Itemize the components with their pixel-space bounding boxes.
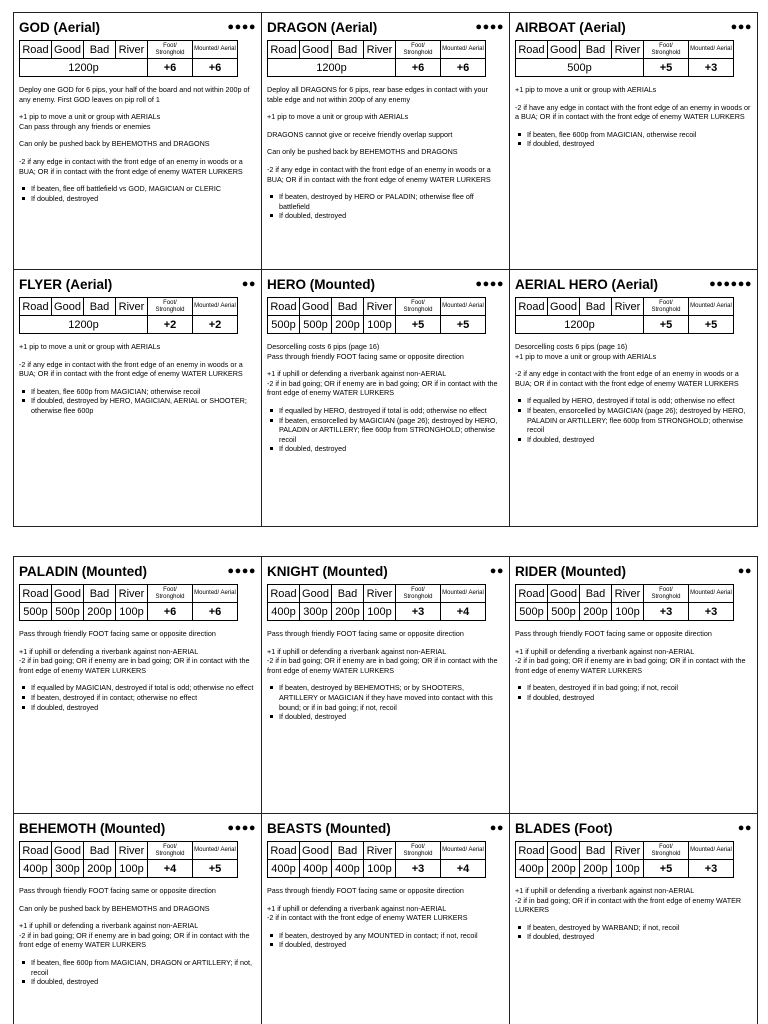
- rule-paragraph: +1 if uphill or defending a riverbank against non-AERIAL -2 if in bad going; OR if enemy are in bad going; OR if in contact with the front edge of enemy WATER LURKERS: [19, 646, 250, 675]
- move-bad: 200p: [84, 860, 116, 878]
- combat-vs-mounted: +3: [689, 603, 734, 621]
- outcome-list: [515, 396, 752, 444]
- mounted-aerial-header: Mounted/ Aerial: [689, 298, 734, 316]
- stats-value-row: [516, 59, 734, 77]
- movement-combat-table: [19, 584, 238, 621]
- outcome-bullet: If beaten, destroyed by WARBAND; if not, recoil: [527, 923, 752, 933]
- stats-value-row: [268, 316, 486, 334]
- move-bad: 200p: [84, 603, 116, 621]
- pip-cost-dots: ●●●●: [227, 822, 256, 834]
- combat-vs-foot: +3: [396, 860, 441, 878]
- move-road: 400p: [268, 603, 300, 621]
- foot-stronghold-header: Foot/ Stronghold: [396, 585, 441, 603]
- move-good: 500p: [52, 603, 84, 621]
- outcome-bullet: If doubled, destroyed: [527, 139, 752, 149]
- river-header: River: [612, 41, 644, 59]
- rule-paragraph: +1 if uphill or defending a riverbank against non-AERIAL -2 if in bad going; OR if in contact with the front edge of enemy WATER LURKERS: [515, 886, 742, 915]
- road-header: Road: [268, 298, 300, 316]
- card-rules-text: [515, 342, 752, 444]
- outcome-bullet: If doubled, destroyed: [31, 703, 256, 713]
- bad-header: Bad: [84, 298, 116, 316]
- mounted-aerial-header: Mounted/ Aerial: [441, 41, 486, 59]
- road-header: Road: [20, 842, 52, 860]
- card-rules-text: [267, 629, 504, 722]
- outcome-bullet: If doubled, destroyed: [279, 940, 504, 950]
- move-road: 400p: [20, 860, 52, 878]
- outcome-bullet: If doubled, destroyed: [31, 977, 256, 987]
- movement-combat-table: [267, 40, 486, 77]
- combat-vs-mounted: +6: [193, 603, 238, 621]
- foot-stronghold-header: Foot/ Stronghold: [644, 842, 689, 860]
- rule-paragraph: +1 if uphill or defending a riverbank against non-AERIAL -2 if in contact with the front edge of enemy WATER LURKERS: [267, 903, 468, 923]
- stats-header-row: [20, 585, 238, 603]
- stats-header-row: [20, 41, 238, 59]
- outcome-bullet: If equalled by HERO, destroyed if total is odd; otherwise no effect: [527, 396, 752, 406]
- rule-paragraph: -2 if any edge in contact with the front edge of an enemy in woods or a BUA; OR if in contact with the front edge of enemy WATER LURKERS: [515, 369, 739, 388]
- good-header: Good: [52, 41, 84, 59]
- good-header: Good: [300, 585, 332, 603]
- mounted-aerial-header: Mounted/ Aerial: [193, 298, 238, 316]
- good-header: Good: [300, 41, 332, 59]
- river-header: River: [364, 585, 396, 603]
- good-header: Good: [52, 842, 84, 860]
- foot-stronghold-header: Foot/ Stronghold: [644, 585, 689, 603]
- rule-paragraph: +1 pip to move a unit or group with AERIALs: [19, 342, 161, 351]
- move-bad: 200p: [580, 603, 612, 621]
- mounted-aerial-header: Mounted/ Aerial: [193, 41, 238, 59]
- pip-cost-dots: ●●: [737, 822, 752, 834]
- outcome-bullet: If doubled, destroyed: [279, 444, 504, 454]
- combat-vs-foot: +3: [644, 603, 689, 621]
- move-road: 400p: [516, 860, 548, 878]
- rule-paragraph: Pass through friendly FOOT facing same or opposite direction: [267, 629, 464, 638]
- rule-paragraph: +1 if uphill or defending a riverbank against non-AERIAL -2 if in bad going; OR if enemy are in bad going; OR if in contact with the front edge of enemy WATER LURKERS: [515, 646, 746, 675]
- stats-value-row: [268, 860, 486, 878]
- bad-header: Bad: [580, 585, 612, 603]
- move-good: 300p: [300, 603, 332, 621]
- card-header: [19, 560, 256, 582]
- combat-vs-foot: +5: [396, 316, 441, 334]
- outcome-bullet: If beaten, destroyed if in bad going; if not, recoil: [527, 683, 752, 693]
- stats-header-row: [516, 41, 734, 59]
- outcome-bullet: If beaten, flee off battlefield vs GOD, MAGICIAN or CLERIC: [31, 184, 256, 194]
- unit-card: [510, 814, 758, 1024]
- outcome-bullet: If beaten, destroyed by any MOUNTED in contact; if not, recoil: [279, 931, 504, 941]
- road-header: Road: [20, 41, 52, 59]
- card-header: [267, 817, 504, 839]
- move-bad: 200p: [332, 316, 364, 334]
- good-header: Good: [548, 585, 580, 603]
- movement-combat-table: [267, 841, 486, 878]
- unit-title: RIDER (Mounted): [515, 563, 626, 579]
- stats-header-row: [516, 298, 734, 316]
- river-header: River: [116, 585, 148, 603]
- move-river: 100p: [364, 603, 396, 621]
- outcome-list: [19, 184, 256, 203]
- card-rules-text: [19, 629, 256, 712]
- outcome-bullet: If beaten, ensorcelled by MAGICIAN (page 26); destroyed by HERO, PALADIN or ARTILLERY; flee 600p from STRONGHOLD; otherwise recoil: [527, 406, 752, 435]
- unit-title: FLYER (Aerial): [19, 276, 113, 292]
- move-distance-all: 1200p: [268, 59, 396, 77]
- move-bad: 200p: [580, 860, 612, 878]
- stats-header-row: [268, 298, 486, 316]
- mounted-aerial-header: Mounted/ Aerial: [193, 585, 238, 603]
- stats-value-row: [20, 59, 238, 77]
- outcome-bullet: If doubled, destroyed: [527, 932, 752, 942]
- outcome-bullet: If beaten, ensorcelled by MAGICIAN (page 26); destroyed by HERO, PALADIN or ARTILLERY; flee 600p from STRONGHOLD; otherwise recoil: [279, 416, 504, 445]
- combat-vs-mounted: +5: [441, 316, 486, 334]
- good-header: Good: [548, 842, 580, 860]
- stats-value-row: [20, 603, 238, 621]
- rule-paragraph: -2 if any edge in contact with the front edge of an enemy in woods or a BUA; OR if in contact with the front edge of enemy WATER LURKERS: [267, 164, 491, 184]
- pip-cost-dots: ●●: [489, 822, 504, 834]
- combat-vs-foot: +2: [148, 316, 193, 334]
- unit-card: [14, 13, 262, 270]
- card-header: [19, 817, 256, 839]
- bad-header: Bad: [332, 298, 364, 316]
- good-header: Good: [548, 41, 580, 59]
- road-header: Road: [268, 842, 300, 860]
- stats-value-row: [516, 860, 734, 878]
- card-rules-text: [515, 629, 752, 703]
- move-good: 300p: [52, 860, 84, 878]
- good-header: Good: [300, 298, 332, 316]
- foot-stronghold-header: Foot/ Stronghold: [396, 842, 441, 860]
- combat-vs-mounted: +4: [441, 603, 486, 621]
- card-header: [267, 560, 504, 582]
- combat-vs-foot: +6: [396, 59, 441, 77]
- combat-vs-foot: +6: [148, 603, 193, 621]
- pip-cost-dots: ●●●●: [475, 21, 504, 33]
- pip-cost-dots: ●●●●: [227, 565, 256, 577]
- unit-title: BLADES (Foot): [515, 820, 613, 836]
- stats-header-row: [268, 41, 486, 59]
- combat-vs-foot: +5: [644, 59, 689, 77]
- stats-value-row: [20, 860, 238, 878]
- stats-header-row: [20, 298, 238, 316]
- outcome-list: [515, 683, 752, 702]
- rule-paragraph: Pass through friendly FOOT facing same or opposite direction: [515, 629, 712, 638]
- stats-value-row: [516, 316, 734, 334]
- unit-title: HERO (Mounted): [267, 276, 375, 292]
- mounted-aerial-header: Mounted/ Aerial: [193, 842, 238, 860]
- unit-title: AERIAL HERO (Aerial): [515, 276, 659, 292]
- road-header: Road: [516, 298, 548, 316]
- outcome-bullet: If beaten, flee 600p from MAGICIAN; otherwise recoil: [31, 387, 256, 397]
- rule-paragraph: +1 pip to move a unit or group with AERIALs: [515, 85, 657, 94]
- unit-title: DRAGON (Aerial): [267, 19, 378, 35]
- mounted-aerial-header: Mounted/ Aerial: [689, 41, 734, 59]
- combat-vs-mounted: +6: [441, 59, 486, 77]
- foot-stronghold-header: Foot/ Stronghold: [396, 298, 441, 316]
- move-distance-all: 500p: [516, 59, 644, 77]
- combat-vs-foot: +5: [644, 316, 689, 334]
- rule-paragraph: Deploy all DRAGONS for 6 pips, rear base edges in contact with your table edge and not within 200p of any enemy: [267, 85, 488, 104]
- stats-header-row: [516, 585, 734, 603]
- pip-cost-dots: ●●●: [730, 21, 752, 33]
- unit-card: [262, 814, 510, 1024]
- rule-paragraph: Pass through friendly FOOT facing same or opposite direction: [19, 886, 216, 895]
- outcome-bullet: If beaten, flee 600p from MAGICIAN, DRAGON or ARTILLERY; if not, recoil: [31, 958, 256, 977]
- bad-header: Bad: [84, 842, 116, 860]
- unit-card: [510, 557, 758, 814]
- unit-title: BEHEMOTH (Mounted): [19, 820, 166, 836]
- outcome-bullet: If beaten, destroyed by BEHEMOTHS; or by SHOOTERS, ARTILLERY or MAGICIAN if they have moved into contact with this bound; or if in bad going; if not, recoil: [279, 683, 504, 712]
- rule-paragraph: +1 pip to move a unit or group with AERIALs Can pass through any friends or enemies: [19, 112, 161, 131]
- move-river: 100p: [364, 316, 396, 334]
- good-header: Good: [300, 842, 332, 860]
- movement-combat-table: [515, 297, 734, 334]
- card-header: [515, 273, 752, 295]
- outcome-bullet: If beaten, flee 600p from MAGICIAN, otherwise recoil: [527, 130, 752, 140]
- outcome-list: [515, 130, 752, 149]
- road-header: Road: [20, 298, 52, 316]
- outcome-list: [19, 683, 256, 712]
- card-sheet-bottom: [13, 556, 758, 1024]
- stats-value-row: [268, 59, 486, 77]
- move-road: 400p: [268, 860, 300, 878]
- rule-paragraph: -2 if have any edge in contact with the front edge of an enemy in woods or a BUA; OR if in contact with the front edge of enemy WATER LURKERS: [515, 102, 751, 122]
- unit-card: [14, 814, 262, 1024]
- good-header: Good: [52, 298, 84, 316]
- pip-cost-dots: ●●: [737, 565, 752, 577]
- stats-value-row: [20, 316, 238, 334]
- foot-stronghold-header: Foot/ Stronghold: [644, 41, 689, 59]
- unit-card: [14, 270, 262, 527]
- foot-stronghold-header: Foot/ Stronghold: [148, 842, 193, 860]
- rule-paragraph: Can only be pushed back by BEHEMOTHS and DRAGONS: [267, 147, 458, 157]
- card-header: [515, 560, 752, 582]
- good-header: Good: [548, 298, 580, 316]
- move-road: 500p: [268, 316, 300, 334]
- pip-cost-dots: ●●●●●●: [709, 278, 752, 290]
- move-good: 200p: [548, 860, 580, 878]
- unit-title: KNIGHT (Mounted): [267, 563, 388, 579]
- rule-paragraph: Can only be pushed back by BEHEMOTHS and DRAGONS: [19, 903, 210, 913]
- bad-header: Bad: [580, 298, 612, 316]
- card-rules-text: [515, 886, 752, 942]
- stats-value-row: [516, 603, 734, 621]
- rule-paragraph: DRAGONS cannot give or receive friendly overlap support: [267, 129, 453, 139]
- stats-header-row: [268, 585, 486, 603]
- movement-combat-table: [19, 841, 238, 878]
- outcome-list: [515, 923, 752, 942]
- combat-vs-mounted: +6: [193, 59, 238, 77]
- unit-title: AIRBOAT (Aerial): [515, 19, 626, 35]
- bad-header: Bad: [84, 41, 116, 59]
- pip-cost-dots: ●●: [241, 278, 256, 290]
- stats-header-row: [20, 842, 238, 860]
- move-good: 500p: [548, 603, 580, 621]
- unit-card: [510, 13, 758, 270]
- move-good: 500p: [300, 316, 332, 334]
- outcome-list: [267, 683, 504, 721]
- card-rules-text: [267, 85, 504, 221]
- combat-vs-foot: +5: [644, 860, 689, 878]
- move-river: 100p: [116, 603, 148, 621]
- move-bad: 400p: [332, 860, 364, 878]
- move-distance-all: 1200p: [20, 316, 148, 334]
- outcome-list: [19, 387, 256, 416]
- move-road: 500p: [20, 603, 52, 621]
- card-header: [515, 817, 752, 839]
- bad-header: Bad: [332, 41, 364, 59]
- move-river: 100p: [612, 603, 644, 621]
- combat-vs-foot: +4: [148, 860, 193, 878]
- card-rules-text: [267, 886, 504, 950]
- move-road: 500p: [516, 603, 548, 621]
- outcome-list: [267, 192, 504, 221]
- rule-paragraph: Can only be pushed back by BEHEMOTHS and DRAGONS: [19, 139, 210, 149]
- outcome-bullet: If doubled, destroyed: [279, 211, 504, 221]
- river-header: River: [612, 842, 644, 860]
- unit-title: GOD (Aerial): [19, 19, 101, 35]
- foot-stronghold-header: Foot/ Stronghold: [148, 298, 193, 316]
- combat-vs-mounted: +4: [441, 860, 486, 878]
- card-header: [267, 16, 504, 38]
- move-good: 400p: [300, 860, 332, 878]
- river-header: River: [364, 298, 396, 316]
- outcome-bullet: If doubled, destroyed: [527, 693, 752, 703]
- outcome-bullet: If equalled by HERO, destroyed if total is odd; otherwise no effect: [279, 406, 504, 416]
- card-header: [267, 273, 504, 295]
- move-distance-all: 1200p: [516, 316, 644, 334]
- road-header: Road: [268, 585, 300, 603]
- foot-stronghold-header: Foot/ Stronghold: [148, 41, 193, 59]
- pip-cost-dots: ●●●●: [475, 278, 504, 290]
- stats-value-row: [268, 603, 486, 621]
- outcome-list: [267, 406, 504, 454]
- mounted-aerial-header: Mounted/ Aerial: [441, 298, 486, 316]
- movement-combat-table: [19, 40, 238, 77]
- outcome-bullet: If doubled, destroyed: [527, 435, 752, 445]
- mounted-aerial-header: Mounted/ Aerial: [689, 585, 734, 603]
- bad-header: Bad: [332, 585, 364, 603]
- rule-paragraph: +1 if uphill or defending a riverbank against non-AERIAL -2 if in bad going; OR if enemy are in bad going; OR if in contact with the front edge of enemy WATER LURKERS: [267, 646, 498, 675]
- rule-paragraph: Desorcelling costs 6 pips (page 16) +1 pip to move a unit or group with AERIALs: [515, 342, 657, 361]
- outcome-bullet: If equalled by MAGICIAN, destroyed if total is odd; otherwise no effect: [31, 683, 256, 693]
- rule-paragraph: Pass through friendly FOOT facing same or opposite direction: [19, 629, 216, 638]
- river-header: River: [364, 842, 396, 860]
- card-rules-text: [19, 342, 256, 416]
- combat-vs-mounted: +2: [193, 316, 238, 334]
- outcome-bullet: If beaten, destroyed if in contact; otherwise no effect: [31, 693, 256, 703]
- pip-cost-dots: ●●●●: [227, 21, 256, 33]
- unit-card: [14, 557, 262, 814]
- rule-paragraph: +1 if uphill or defending a riverbank against non-AERIAL -2 if in bad going; OR if enemy are in bad going; OR if in contact with the front edge of enemy WATER LURKERS: [267, 369, 498, 398]
- unit-title: BEASTS (Mounted): [267, 820, 391, 836]
- outcome-bullet: If doubled, destroyed: [31, 194, 256, 204]
- outcome-bullet: If doubled, destroyed: [279, 712, 504, 722]
- bad-header: Bad: [84, 585, 116, 603]
- card-rules-text: [515, 85, 752, 149]
- unit-title: PALADIN (Mounted): [19, 563, 147, 579]
- river-header: River: [116, 41, 148, 59]
- bad-header: Bad: [580, 842, 612, 860]
- combat-vs-mounted: +5: [689, 316, 734, 334]
- outcome-list: [19, 958, 256, 987]
- bad-header: Bad: [580, 41, 612, 59]
- card-header: [19, 273, 256, 295]
- combat-vs-mounted: +5: [193, 860, 238, 878]
- movement-combat-table: [515, 841, 734, 878]
- stats-header-row: [516, 842, 734, 860]
- unit-card: [262, 557, 510, 814]
- pip-cost-dots: ●●: [489, 565, 504, 577]
- rule-paragraph: +1 if uphill or defending a riverbank against non-AERIAL -2 if in bad going; OR if enemy are in bad going; OR if in contact with the front edge of enemy WATER LURKERS: [19, 921, 250, 950]
- bad-header: Bad: [332, 842, 364, 860]
- road-header: Road: [268, 41, 300, 59]
- movement-combat-table: [267, 297, 486, 334]
- card-rules-text: [267, 342, 504, 454]
- rule-paragraph: -2 if any edge in contact with the front edge of an enemy in woods or a BUA; OR if in contact with the front edge of enemy WATER LURKERS: [19, 156, 243, 176]
- move-distance-all: 1200p: [20, 59, 148, 77]
- foot-stronghold-header: Foot/ Stronghold: [644, 298, 689, 316]
- road-header: Road: [20, 585, 52, 603]
- rule-paragraph: Pass through friendly FOOT facing same or opposite direction: [267, 886, 464, 895]
- road-header: Road: [516, 842, 548, 860]
- outcome-bullet: If beaten, destroyed by HERO or PALADIN; otherwise flee off battlefield: [279, 192, 504, 211]
- river-header: River: [612, 585, 644, 603]
- mounted-aerial-header: Mounted/ Aerial: [441, 842, 486, 860]
- movement-combat-table: [515, 584, 734, 621]
- river-header: River: [364, 41, 396, 59]
- road-header: Road: [516, 41, 548, 59]
- combat-vs-mounted: +3: [689, 59, 734, 77]
- movement-combat-table: [267, 584, 486, 621]
- rule-paragraph: -2 if any edge in contact with the front edge of an enemy in woods or a BUA; OR if in contact with the front edge of enemy WATER LURKERS: [19, 359, 243, 379]
- river-header: River: [116, 842, 148, 860]
- good-header: Good: [52, 585, 84, 603]
- river-header: River: [612, 298, 644, 316]
- combat-vs-foot: +3: [396, 603, 441, 621]
- mounted-aerial-header: Mounted/ Aerial: [441, 585, 486, 603]
- unit-card: [510, 270, 758, 527]
- unit-card: [262, 270, 510, 527]
- mounted-aerial-header: Mounted/ Aerial: [689, 842, 734, 860]
- move-river: 100p: [612, 860, 644, 878]
- stats-header-row: [268, 842, 486, 860]
- outcome-list: [267, 931, 504, 950]
- foot-stronghold-header: Foot/ Stronghold: [148, 585, 193, 603]
- card-sheet-top: [13, 12, 758, 527]
- unit-card: [262, 13, 510, 270]
- card-rules-text: [19, 85, 256, 203]
- movement-combat-table: [19, 297, 238, 334]
- move-bad: 200p: [332, 603, 364, 621]
- combat-vs-foot: +6: [148, 59, 193, 77]
- movement-combat-table: [515, 40, 734, 77]
- rule-paragraph: Desorcelling costs 6 pips (page 16) Pass through friendly FOOT facing same or opposite direction: [267, 342, 464, 361]
- move-river: 100p: [364, 860, 396, 878]
- road-header: Road: [516, 585, 548, 603]
- rule-paragraph: +1 pip to move a unit or group with AERIALs: [267, 112, 409, 122]
- rule-paragraph: Deploy one GOD for 6 pips, your half of the board and not within 200p of any enemy. First GOD leaves on pip roll of 1: [19, 85, 250, 104]
- river-header: River: [116, 298, 148, 316]
- foot-stronghold-header: Foot/ Stronghold: [396, 41, 441, 59]
- card-header: [515, 16, 752, 38]
- combat-vs-mounted: +3: [689, 860, 734, 878]
- move-river: 100p: [116, 860, 148, 878]
- card-rules-text: [19, 886, 256, 987]
- card-header: [19, 16, 256, 38]
- outcome-bullet: If doubled, destroyed by HERO, MAGICIAN, AERIAL or SHOOTER; otherwise flee 600p: [31, 396, 256, 415]
